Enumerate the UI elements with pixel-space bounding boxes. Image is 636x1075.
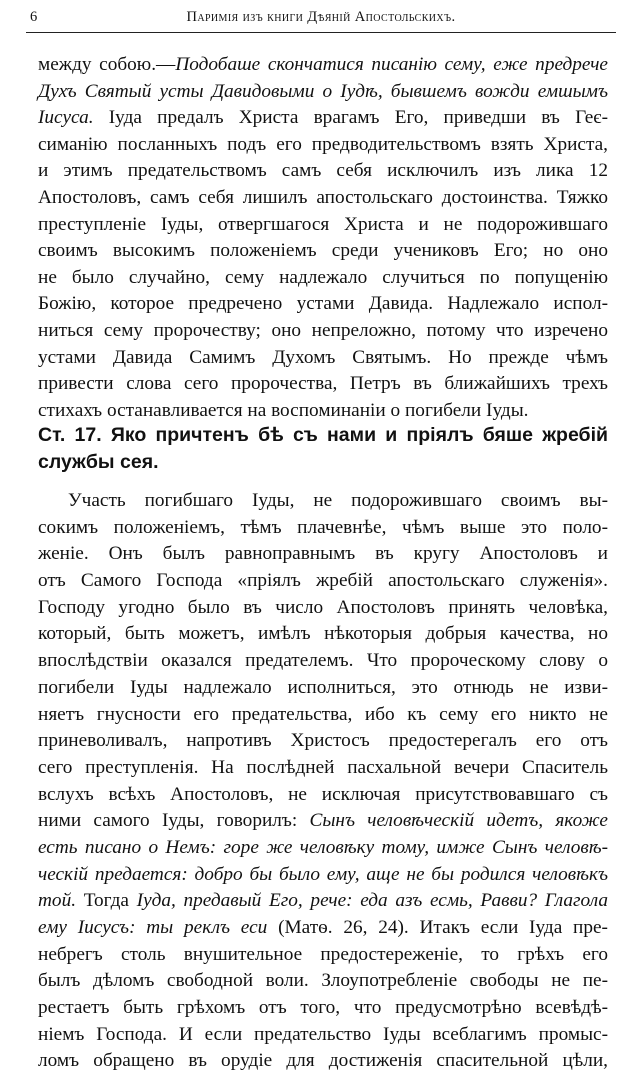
text-line xyxy=(38,621,608,648)
text-line xyxy=(38,675,608,702)
text-line xyxy=(38,942,608,969)
text-run: преступленіе Іуды, отвергшагося Христа и не подорожившаго xyxy=(38,213,608,235)
text-line xyxy=(38,862,608,889)
text-run: Божію, которое предречено устами Давида. Надлежало испол- xyxy=(38,293,608,315)
text-line xyxy=(38,702,608,729)
italic-quote-run: есть писано о Немъ: горе же человѣку тому, имже Сынъ человѣ- xyxy=(38,836,608,858)
text-line xyxy=(38,449,608,476)
text-line xyxy=(38,422,608,449)
text-line xyxy=(38,541,608,568)
text-line xyxy=(38,79,608,106)
text-run: ниться сему пророчеству; оно непреложно, потому что изречено xyxy=(38,319,608,341)
italic-quote-run: Сынъ человѣческій идетъ, якоже xyxy=(309,810,608,832)
text-line xyxy=(38,488,608,515)
text-line xyxy=(38,515,608,542)
text-run: Участь погибшаго Іуды, не подорожившаго своимъ вы- xyxy=(68,490,608,511)
text-line xyxy=(38,755,608,782)
text-line xyxy=(38,782,608,809)
italic-quote-run: Іисуса. xyxy=(38,107,94,129)
text-run: привести слова сего пророчества, Петръ въ ближайшихъ трехъ xyxy=(38,373,608,395)
text-run: не было случайно, сему надлежало случиться по попущенію xyxy=(38,266,608,288)
text-run: ніемъ Господа. И если предательство Іуды всеблагимъ промыс- xyxy=(38,1023,608,1045)
text-line xyxy=(38,1022,608,1049)
text-line xyxy=(38,185,608,212)
text-line xyxy=(38,238,608,265)
text-line xyxy=(38,835,608,862)
text-line xyxy=(38,52,608,79)
text-run: няетъ гнусности его предательства, ибо къ сему его никто не xyxy=(38,703,608,725)
italic-quote-run: ему Іисусъ: ты реклъ еси xyxy=(38,917,268,938)
text-line xyxy=(38,595,608,622)
running-title: Паримія изъ книги Дѣяній Апостольскихъ. xyxy=(186,9,456,25)
text-line xyxy=(38,291,608,318)
italic-quote-run: ческій предается: добро бы было ему, аще не бы родился человѣкъ xyxy=(38,863,608,885)
italic-quote-run: Подобаше скончатися писанію сему, еже предрече xyxy=(175,54,608,75)
text-line xyxy=(38,132,608,159)
text-run: ломъ обращено въ орудіе для достиженія спасительной цѣли, xyxy=(38,1050,608,1072)
italic-quote-run: той. xyxy=(38,890,77,912)
text-run: и этимъ предательствомъ самъ себя исключилъ изъ лика 12 xyxy=(38,160,608,182)
text-run: отъ Самого Господа «пріялъ жребій апостольскаго служенія». xyxy=(38,570,608,592)
text-run: Ст. 17. Яко причтенъ бѣ съ нами и пріялъ бяше жребій xyxy=(38,424,608,446)
text-line xyxy=(38,212,608,239)
text-line xyxy=(38,728,608,755)
text-line xyxy=(38,105,608,132)
page-number: 6 xyxy=(30,9,38,25)
text-line xyxy=(38,318,608,345)
text-run: вслухъ всѣхъ Апостоловъ, не исключая присутствовавшаго съ xyxy=(38,783,608,805)
text-run: Господу угодно было въ число Апостоловъ принять человѣка, xyxy=(38,596,608,618)
text-run: ними самого Іуды, говорилъ: xyxy=(38,810,310,832)
running-header xyxy=(26,2,616,33)
verse-heading xyxy=(38,422,608,476)
text-line xyxy=(38,345,608,372)
paragraph-commentary-1 xyxy=(38,52,608,424)
text-run: своимъ высокимъ положеніемъ среди учениковъ Его; но оно xyxy=(38,240,608,262)
text-run: симанію посланныхъ подъ его предводительствомъ взять Христа, xyxy=(38,133,608,155)
text-run: между собою.— xyxy=(38,54,176,75)
text-run: рестаетъ быть грѣхомъ отъ того, что предусмотрѣно всевѣдѣ- xyxy=(38,997,608,1019)
text-line xyxy=(38,158,608,185)
text-run: былъ дѣломъ свободной воли. Злоупотребленіе свободы не пе- xyxy=(38,970,608,992)
text-line xyxy=(38,648,608,675)
text-line xyxy=(38,265,608,292)
text-line xyxy=(38,398,608,425)
text-line xyxy=(38,1048,608,1075)
paragraph-commentary-2 xyxy=(38,488,608,1075)
text-run: Апостоловъ, самъ себя лишилъ апостольскаго достоинства. Тяжко xyxy=(38,186,608,208)
text-run: женіе. Онъ былъ равноправнымъ въ кругу Апостоловъ и xyxy=(38,543,608,565)
text-run: впослѣдствіи оказался предателемъ. Что пророческому слову о xyxy=(38,650,608,672)
text-line xyxy=(38,568,608,595)
text-line xyxy=(38,888,608,915)
text-run: стихахъ останавливается на воспоминаніи о погибели Іуды. xyxy=(38,399,529,421)
text-run: устами Давида Самимъ Духомъ Святымъ. Но прежде чѣмъ xyxy=(38,346,608,368)
text-line xyxy=(38,968,608,995)
text-line xyxy=(38,995,608,1022)
text-run: приневоливалъ, напротивъ Христосъ предостерегалъ его отъ xyxy=(38,730,608,752)
text-run: Тогда xyxy=(76,890,137,912)
italic-quote-run: Духъ Святый усты Давидовыми о Іудѣ, бывшемъ вожди емшымъ xyxy=(38,80,608,102)
text-run: погибели Іуды надлежало исполниться, это отнюдь не изви- xyxy=(38,676,608,698)
text-run: Іуда предалъ Христа врагамъ Его, приведши въ Геє- xyxy=(93,107,608,129)
text-line xyxy=(38,808,608,835)
text-run: (Матѳ. 26, 24). Итакъ если Іуда пре- xyxy=(267,917,608,938)
text-line xyxy=(38,915,608,942)
text-line xyxy=(38,371,608,398)
text-run: службы сея. xyxy=(38,451,159,473)
text-run: сего преступленія. На послѣдней пасхальной вечери Спаситель xyxy=(38,756,608,778)
text-run: небрегъ столь внушительное предостереженіе, то грѣхъ его xyxy=(38,943,608,965)
text-run: который, быть можетъ, имѣлъ нѣкоторыя добрыя качества, но xyxy=(38,623,608,645)
italic-quote-run: Іуда, предавый Его, рече: еда азъ есмь, Равви? Глагола xyxy=(136,890,608,912)
text-run: сокимъ положеніемъ, тѣмъ плачевнѣе, чѣмъ выше это поло- xyxy=(38,516,608,538)
